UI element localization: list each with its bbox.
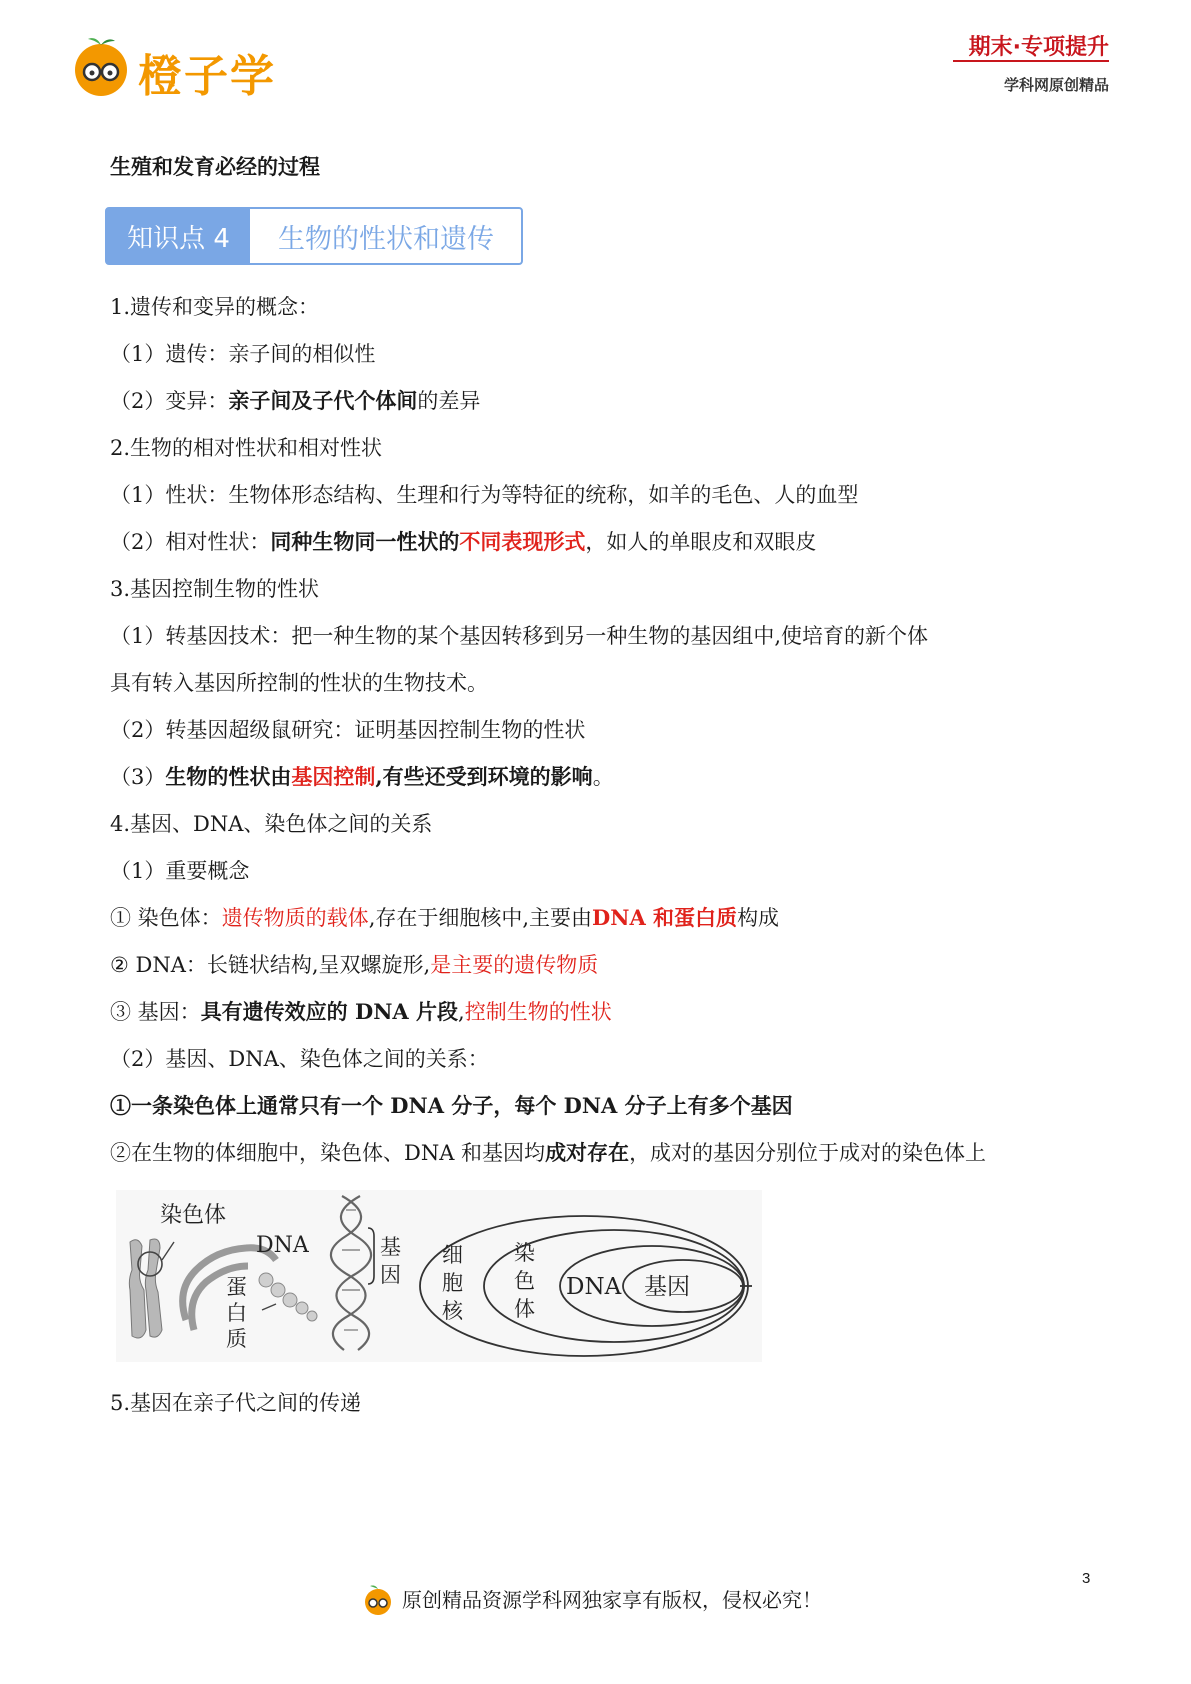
brand-name: 橙子学 <box>138 51 276 102</box>
knowledge-point-title: 生物的性状和遗传 <box>278 223 494 255</box>
orange-logo-icon <box>70 36 132 98</box>
section-4-sub-1: （1）重要概念 <box>110 859 250 883</box>
section-3-heading: 3.基因控制生物的性状 <box>110 577 320 601</box>
relation-1: ①一条染色体上通常只有一个 DNA 分子，每个 DNA 分子上有多个基因 <box>110 1093 793 1118</box>
label-chromosome-r1: 染 <box>514 1241 535 1265</box>
concept-chromosome: ① 染色体：遗传物质的载体,存在于细胞核中,主要由DNA 和蛋白质构成 <box>110 905 780 930</box>
label-chromosome: 染色体 <box>160 1203 227 1228</box>
header-divider <box>953 60 1109 62</box>
section-2-item-2: （2）相对性状：同种生物同一性状的不同表现形式，如人的单眼皮和双眼皮 <box>110 529 817 554</box>
label-gene-1: 基 <box>380 1235 401 1259</box>
section-1-heading: 1.遗传和变异的概念： <box>110 295 320 319</box>
label-nucleus-1: 细 <box>442 1243 463 1267</box>
orange-footer-icon <box>362 1584 394 1616</box>
label-nucleus-2: 胞 <box>442 1271 463 1295</box>
label-chromosome-r3: 体 <box>514 1297 535 1321</box>
copyright-notice: 原创精品资源学科网独家享有版权，侵权必究！ <box>402 1588 822 1612</box>
section-2-heading: 2.生物的相对性状和相对性状 <box>110 436 383 460</box>
section-3-item-2: （2）转基因超级鼠研究：证明基因控制生物的性状 <box>110 718 586 742</box>
label-dna-left: DNA <box>256 1233 309 1258</box>
knowledge-point-label: 知识点 4 <box>107 209 250 263</box>
relation-2: ②在生物的体细胞中，染色体、DNA 和基因均成对存在，成对的基因分别位于成对的染色体上 <box>110 1140 987 1165</box>
knowledge-point-banner <box>105 207 523 265</box>
section-3-item-1: （1）转基因技术：把一种生物的某个基因转移到另一种生物的基因组中,使培育的新个体 <box>110 624 929 648</box>
chromosome-dna-gene-figure <box>116 1190 762 1362</box>
section-5-heading: 5.基因在亲子代之间的传递 <box>110 1391 362 1415</box>
label-chromosome-r2: 色 <box>514 1269 535 1293</box>
label-protein-1: 蛋 <box>226 1275 247 1299</box>
concept-gene: ③ 基因：具有遗传效应的 DNA 片段,控制生物的性状 <box>110 999 612 1024</box>
label-gene-2: 因 <box>380 1263 401 1287</box>
label-protein-2: 白 <box>226 1301 247 1325</box>
section-4-sub-2: （2）基因、DNA、染色体之间的关系： <box>110 1047 489 1071</box>
series-subtitle: 学科网原创精品 <box>1003 76 1109 94</box>
series-title: 期末·专项提升 <box>968 35 1109 60</box>
section-3-item-3: （3）生物的性状由基因控制,有些还受到环境的影响。 <box>110 764 614 789</box>
section-4-heading: 4.基因、DNA、染色体之间的关系 <box>110 812 433 836</box>
section-3-item-1-cont: 具有转入基因所控制的性状的生物技术。 <box>110 671 488 695</box>
previous-section-tail: 生殖和发育必经的过程 <box>110 154 320 179</box>
label-dna-right: DNA <box>566 1274 622 1300</box>
section-1-item-2: （2）变异：亲子间及子代个体间的差异 <box>110 388 481 413</box>
label-protein-3: 质 <box>226 1327 247 1351</box>
label-nucleus-3: 核 <box>442 1299 463 1323</box>
concept-dna: ② DNA：长链状结构,呈双螺旋形,是主要的遗传物质 <box>110 953 599 977</box>
label-gene-right: 基因 <box>644 1274 690 1300</box>
section-1-item-1: （1）遗传：亲子间的相似性 <box>110 342 376 366</box>
page-number: 3 <box>1082 1570 1091 1587</box>
section-2-item-1: （1）性状：生物体形态结构、生理和行为等特征的统称，如羊的毛色、人的血型 <box>110 483 859 507</box>
